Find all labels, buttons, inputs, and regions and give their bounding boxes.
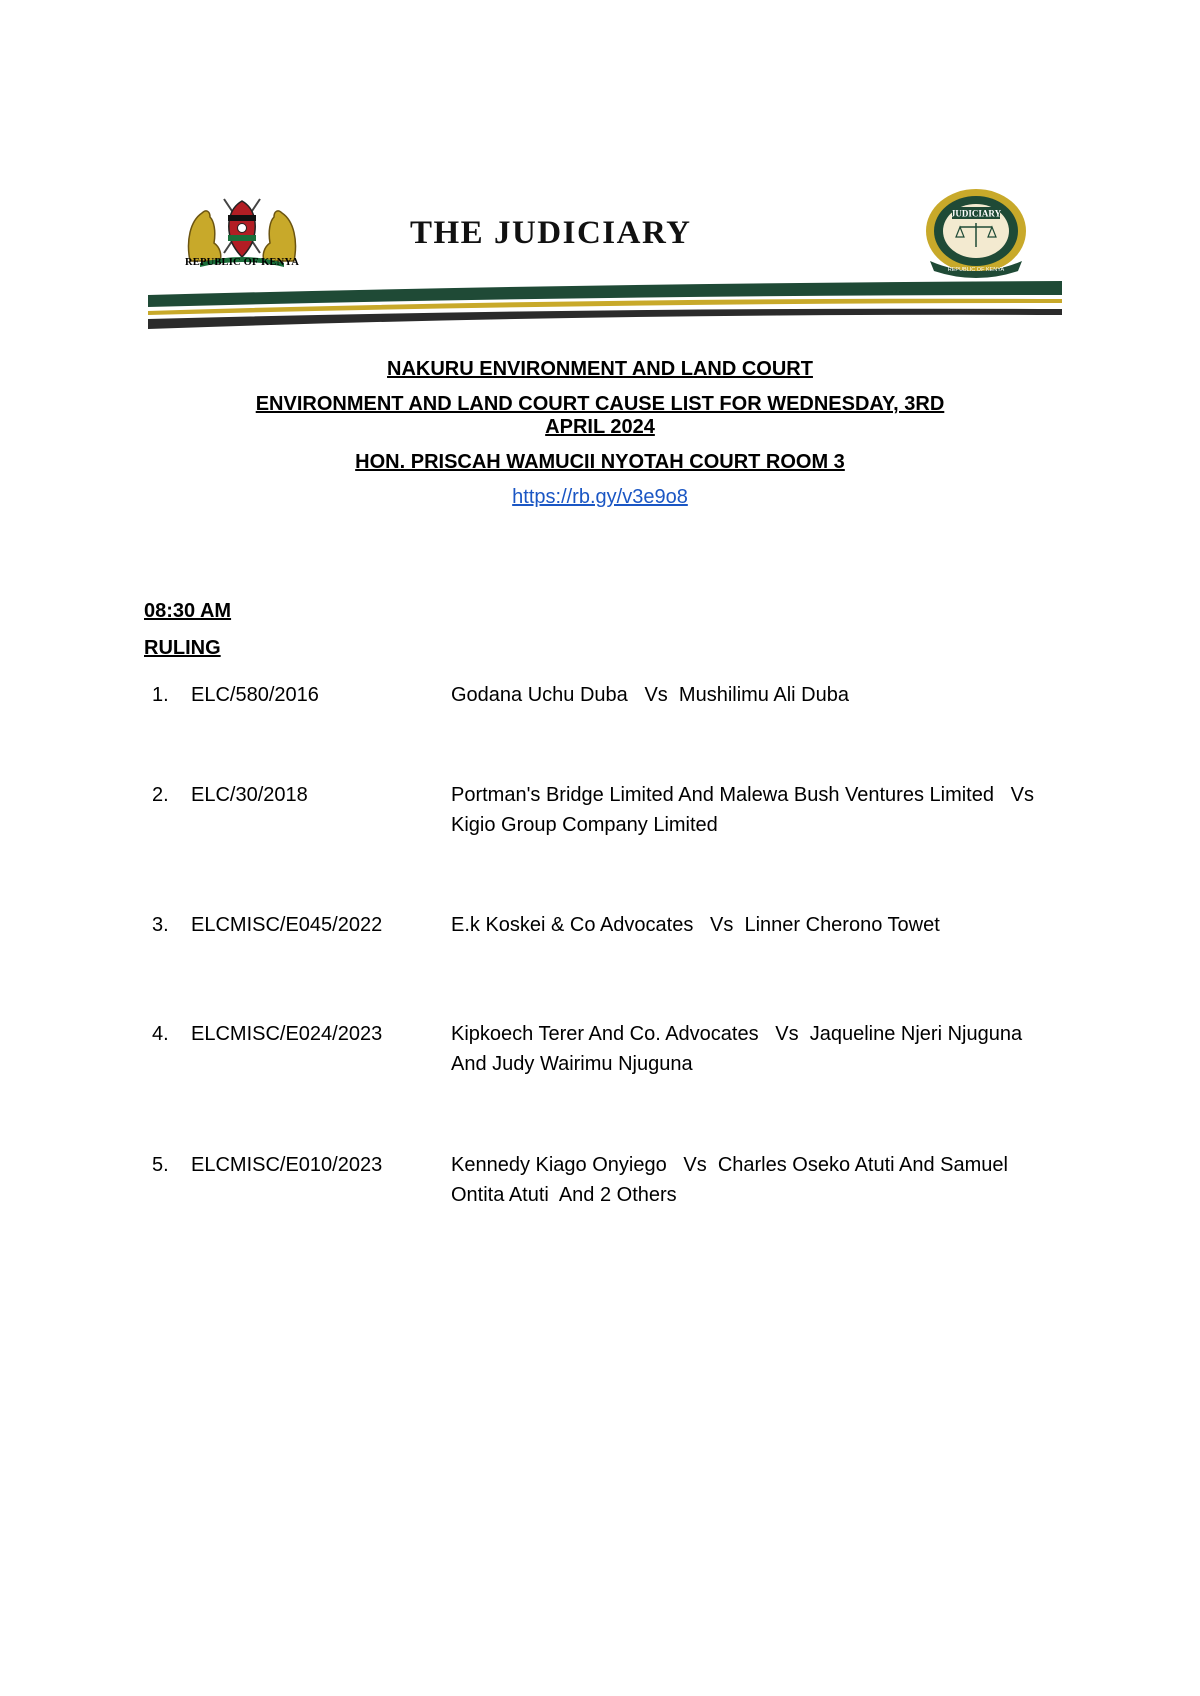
case-reference: ELCMISC/E045/2022 bbox=[191, 914, 383, 936]
seal-ribbon: REPUBLIC OF KENYA bbox=[947, 267, 1005, 273]
letterhead bbox=[148, 185, 1062, 335]
case-number: 5. bbox=[152, 1154, 169, 1176]
case-parties: Kipkoech Terer And Co. Advocates Vs Jaqueline Njeri Njuguna And Judy Wairimu Njuguna bbox=[451, 1023, 1027, 1075]
cause-list-heading bbox=[150, 358, 1050, 509]
case-number: 2. bbox=[152, 784, 169, 806]
letterhead-swoosh bbox=[148, 281, 1062, 331]
coat-caption: REPUBLIC OF KENYA bbox=[184, 257, 300, 268]
case-number: 4. bbox=[152, 1023, 169, 1045]
cause-list-title-line1: ENVIRONMENT AND LAND COURT CAUSE LIST FOR WEDNESDAY, 3RD bbox=[255, 393, 945, 415]
case-number: 3. bbox=[152, 914, 169, 936]
case-parties: Kennedy Kiago Onyiego Vs Charles Oseko Atuti And Samuel Ontita Atuti And 2 Others bbox=[451, 1154, 1014, 1206]
judiciary-seal-icon bbox=[916, 185, 1036, 281]
virtual-court-link[interactable]: https://rb.gy/v3e9o8 bbox=[512, 486, 688, 508]
case-reference: ELCMISC/E010/2023 bbox=[191, 1154, 383, 1176]
case-number: 1. bbox=[152, 684, 169, 706]
case-parties: Godana Uchu Duba Vs Mushilimu Ali Duba bbox=[451, 684, 849, 706]
seal-text: JUDICIARY bbox=[950, 208, 1002, 219]
case-parties: Portman's Bridge Limited And Malewa Bush Ventures Limited Vs Kigio Group Company Limited bbox=[451, 784, 1046, 836]
case-parties: E.k Koskei & Co Advocates Vs Linner Cherono Towet bbox=[451, 914, 940, 936]
court-name: NAKURU ENVIRONMENT AND LAND COURT bbox=[387, 358, 813, 380]
case-reference: ELCMISC/E024/2023 bbox=[191, 1023, 383, 1045]
brand-title: THE JUDICIARY bbox=[410, 215, 692, 251]
case-reference: ELC/580/2016 bbox=[191, 684, 319, 706]
session-time: 08:30 AM bbox=[144, 600, 232, 622]
cause-list-title-line2: APRIL 2024 bbox=[545, 416, 655, 438]
case-reference: ELC/30/2018 bbox=[191, 784, 308, 806]
section-label: RULING bbox=[144, 637, 221, 659]
judge-court-room: HON. PRISCAH WAMUCII NYOTAH COURT ROOM 3 bbox=[355, 451, 845, 473]
